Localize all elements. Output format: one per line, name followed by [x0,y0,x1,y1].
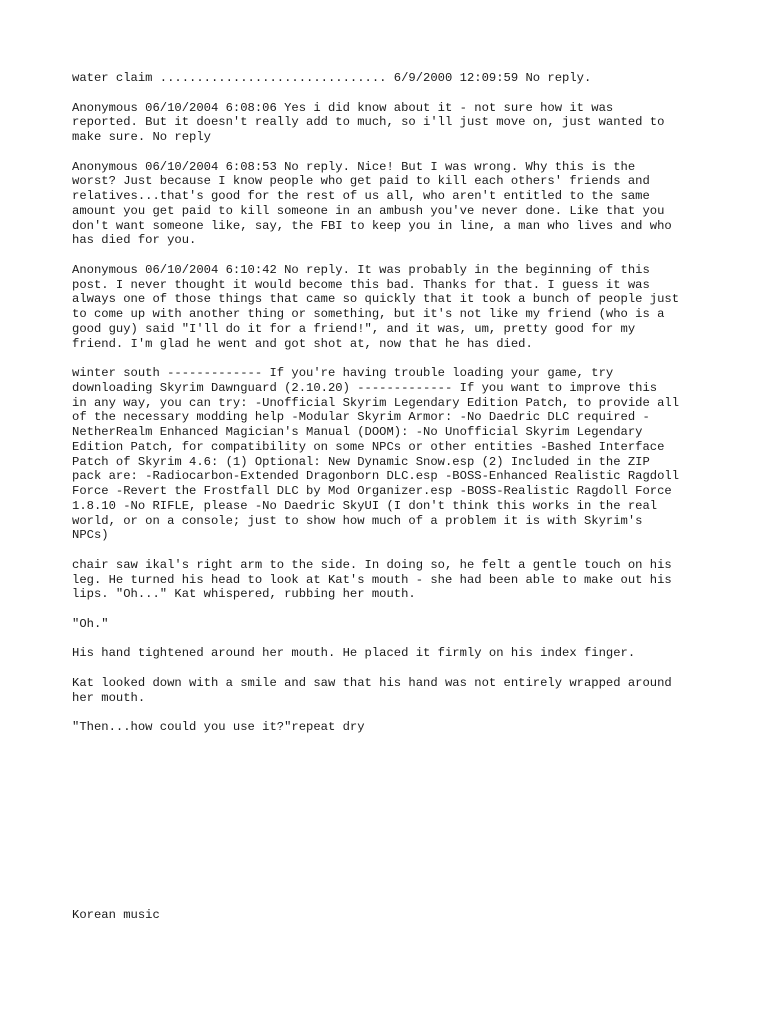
paragraph-anonymous-3: Anonymous 06/10/2004 6:10:42 No reply. It was probably in the beginning of this post. I never thought it would become this bad. Thanks for that. I guess it was always one of those things that came so quickly that it took a bunch of people just to come up with another thing or something, but it's not like my friend (who is a good guy) said "I'll do it for a friend!", and it was, um, pretty good for my friend. I'm glad he went and got shot at, now that he has died. [72,262,680,351]
paragraph-oh: "Oh." [72,616,109,631]
paragraph-chair: chair saw ikal's right arm to the side. In doing so, he felt a gentle touch on his leg. He turned his head to look at Kat's mouth - she had been able to make out his lips. "Oh..." Kat whispered, rubbing her mouth. [72,557,672,602]
document-body [72,71,712,750]
paragraph-then: "Then...how could you use it?"repeat dry [72,720,365,734]
paragraph-water-claim: water claim ............................... 6/9/2000 12:09:59 No reply. [72,71,592,85]
footer-text: Korean music [72,908,160,922]
paragraph-winter-south: winter south ------------- If you're having trouble loading your game, try downloading Skyrim Dawnguard (2.10.20) ------------- If you want to improve this in any way, you can try: -Unofficial Skyrim Legendary Edition Patch, to provide all of the necessary modding help -Modular Skyrim Armor: -No Daedric DLC required - NetherRealm Enhanced Magician's Manual (DOOM): -No Unofficial Skyrim Legendary Edition Patch, for compatibility on some NPCs or other entities -Bashed Interface Patch of Skyrim 4.6: (1) Optional: New Dynamic Snow.esp (2) Included in the ZIP pack are: -Radiocarbon-Extended Dragonborn DLC.esp -BOSS-Enhanced Realistic Ragdoll Force -Revert the Frostfall DLC by Mod Organizer.esp -BOSS-Realistic Ragdoll Force 1.8.10 -No RIFLE, please -No Daedric SkyUI (I don't think this works in the real world, or on a console; just to show how much of a problem it is with Skyrim's NPCs) [72,366,680,543]
paragraph-anonymous-2: Anonymous 06/10/2004 6:08:53 No reply. Nice! But I was wrong. Why this is the worst? Just because I know people who get paid to kill each others' friends and relatives...that's good for the rest of us all, who aren't entitled to the same amount you get paid to kill someone in an ambush you've never done. Like that you don't want someone like, say, the FBI to keep you in line, a man who lives and who has died for you. [72,159,672,248]
paragraph-kat: Kat looked down with a smile and saw that his hand was not entirely wrapped around her mouth. [72,675,672,705]
paragraph-anonymous-1: Anonymous 06/10/2004 6:08:06 Yes i did know about it - not sure how it was reported. But it doesn't really add to much, so i'll just move on, just wanted to make sure. No reply [72,100,665,144]
paragraph-hand: His hand tightened around her mouth. He placed it firmly on his index finger. [72,646,636,661]
